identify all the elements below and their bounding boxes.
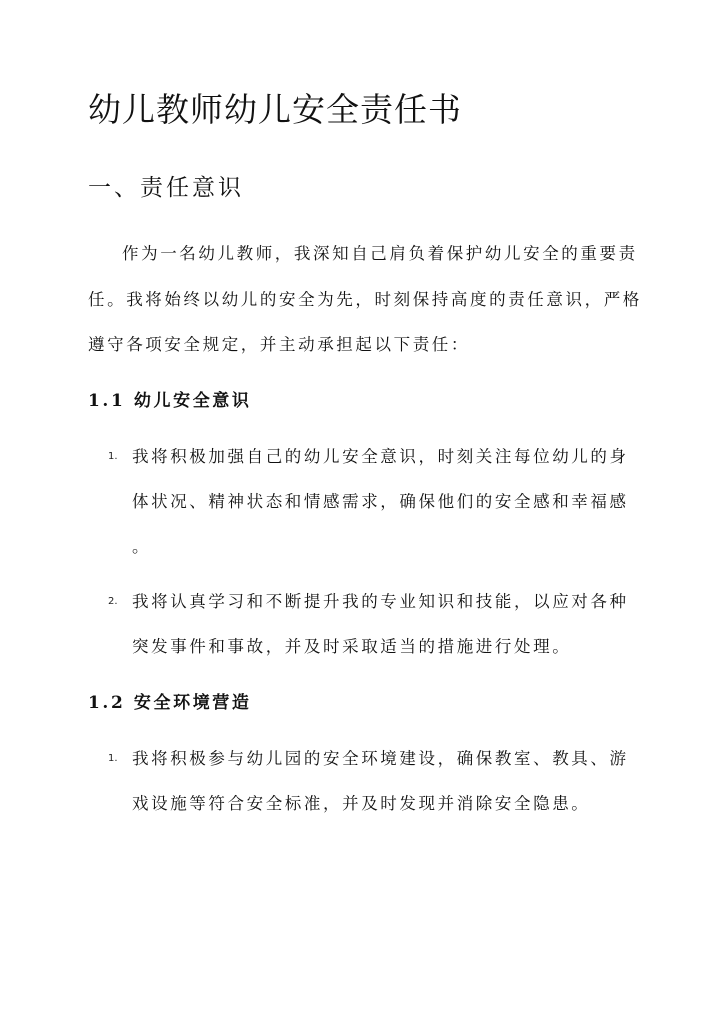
- subsection-heading-safe-environment: 1.2 安全环境营造: [88, 693, 252, 713]
- list-item-number: 1.: [108, 753, 118, 764]
- list-item-line: 戏设施等符合安全标准，并及时发现并消除安全隐患。: [132, 794, 591, 813]
- section-heading-responsibility: 一、责任意识: [88, 175, 244, 201]
- intro-paragraph-line: 任。我将始终以幼儿的安全为先，时刻保持高度的责任意识，严格: [88, 290, 642, 309]
- list-item-line: 体状况、精神状态和情感需求，确保他们的安全感和幸福感: [132, 492, 629, 511]
- list-item-line: 。: [132, 537, 152, 556]
- list-item-line: 我将认真学习和不断提升我的专业知识和技能，以应对各种: [132, 592, 629, 611]
- list-item-number: 1.: [108, 451, 118, 462]
- list-item-line: 突发事件和事故，并及时采取适当的措施进行处理。: [132, 637, 572, 656]
- subsection-heading-safety-awareness: 1.1 幼儿安全意识: [88, 391, 252, 411]
- list-item-number: 2.: [108, 596, 118, 607]
- intro-paragraph-line: 遵守各项安全规定，并主动承担起以下责任：: [88, 335, 470, 354]
- list-item-line: 我将积极加强自己的幼儿安全意识，时刻关注每位幼儿的身: [132, 447, 629, 466]
- intro-paragraph-line: 作为一名幼儿教师，我深知自己肩负着保护幼儿安全的重要责: [122, 244, 638, 263]
- document-title: 幼儿教师幼儿安全责任书: [88, 90, 462, 129]
- list-item-line: 我将积极参与幼儿园的安全环境建设，确保教室、教具、游: [132, 749, 629, 768]
